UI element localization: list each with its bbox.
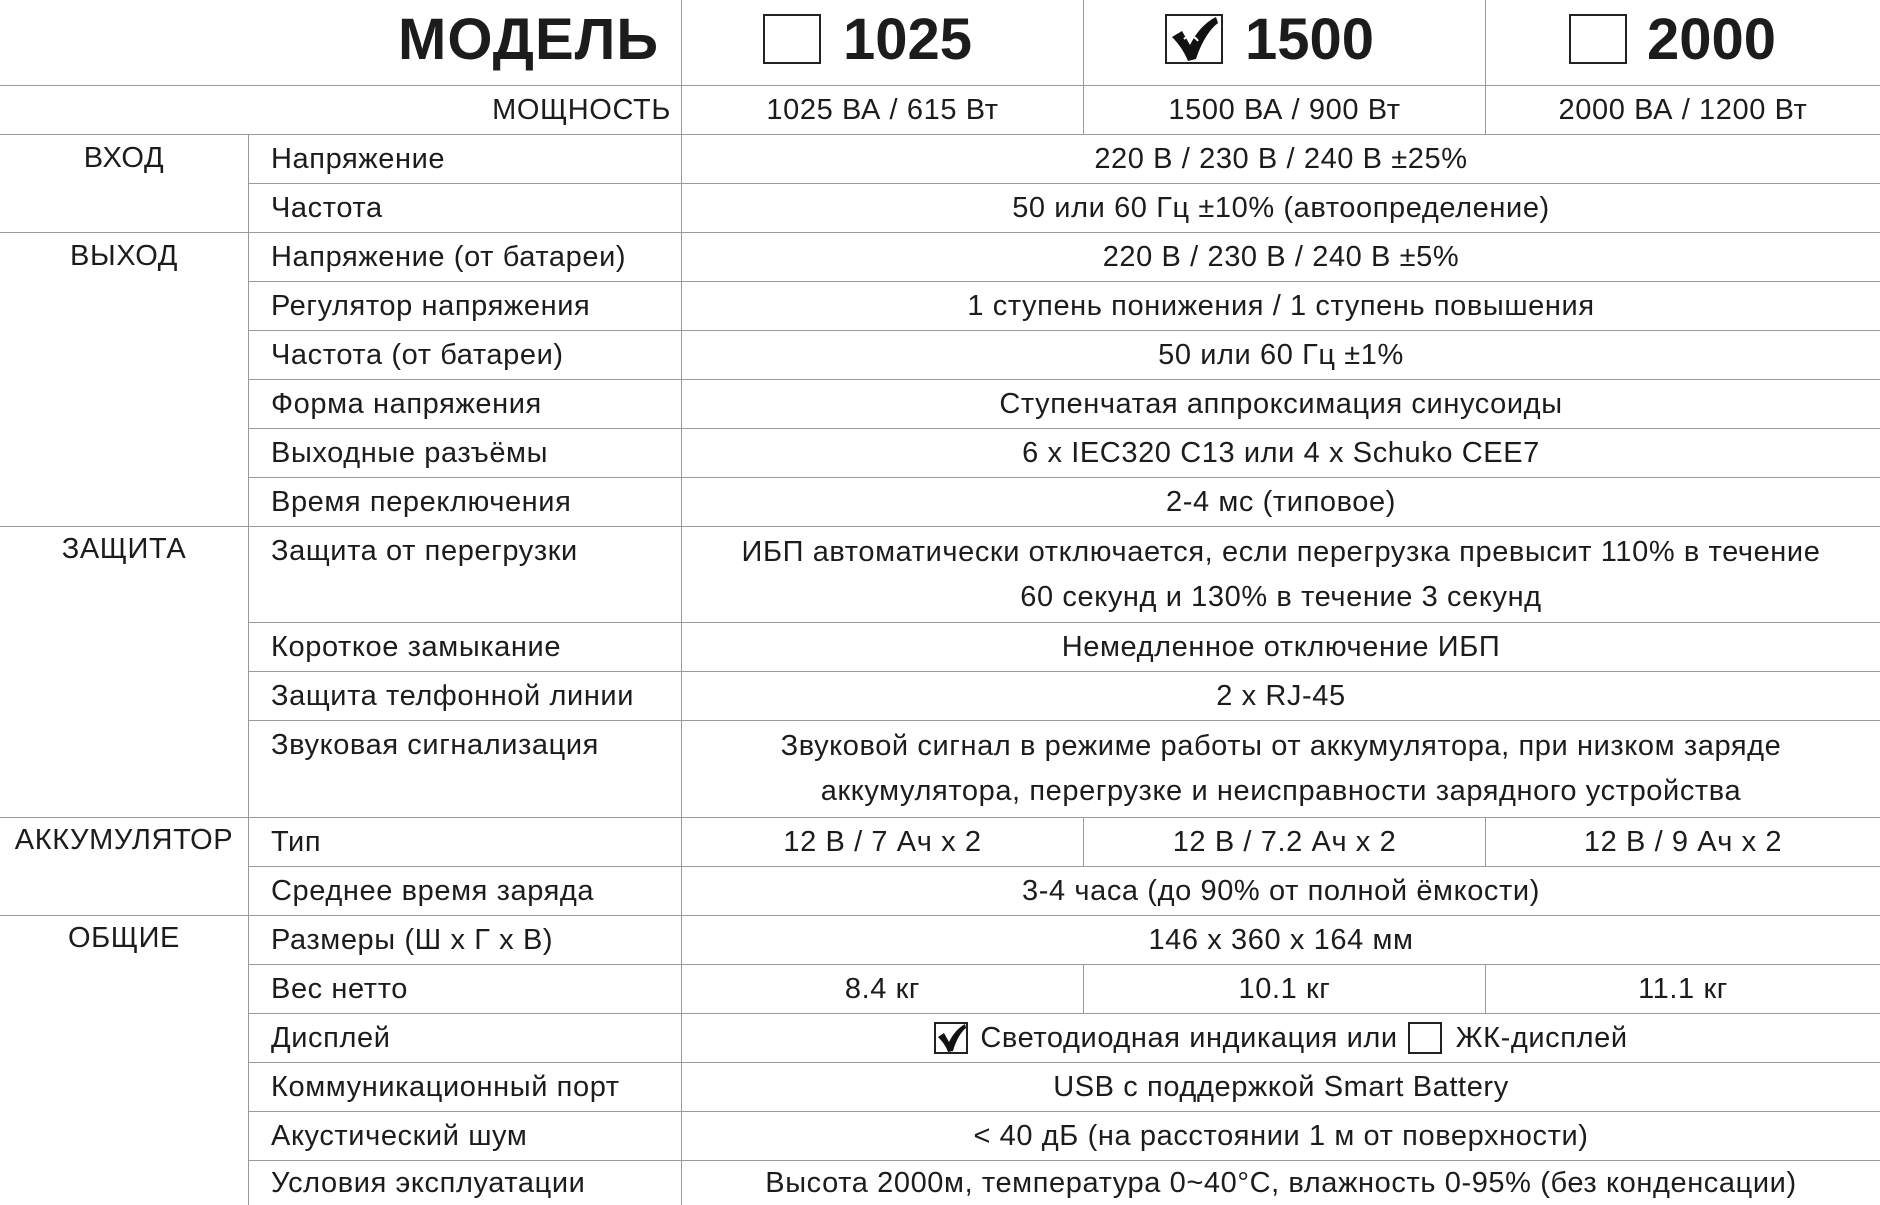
model-checkbox-1025[interactable] — [763, 14, 821, 64]
row-value: 3-4 часа (до 90% от полной ёмкости) — [1022, 874, 1540, 907]
row-value: 220 В / 230 В / 240 В ±5% — [1102, 240, 1460, 273]
display-led-label: Светодиодная индикация или — [980, 1021, 1398, 1054]
model-number-1025: 1025 — [843, 7, 973, 72]
section-general: ОБЩИЕ — [68, 922, 180, 954]
row-value: 146 x 360 x 164 мм — [1148, 923, 1414, 956]
row-label: Выходные разъёмы — [271, 436, 549, 469]
check-icon — [1166, 15, 1222, 63]
row-label: Условия эксплуатации — [271, 1166, 586, 1199]
row-value: 2-4 мс (типовое) — [1165, 485, 1397, 518]
display-lcd-label: ЖК-дисплей — [1455, 1021, 1628, 1054]
row-label: Время переключения — [271, 485, 572, 518]
row-label: Частота — [271, 191, 383, 224]
row-value: < 40 дБ (на расстоянии 1 м от поверхности) — [973, 1119, 1589, 1152]
row-value: Ступенчатая аппроксимация синусоиды — [999, 387, 1563, 420]
row-label: Частота (от батареи) — [271, 338, 564, 371]
row-value: 220 В / 230 В / 240 В ±25% — [1094, 142, 1468, 175]
row-value: 50 или 60 Гц ±1% — [1158, 338, 1404, 371]
row-label: Регулятор напряжения — [271, 289, 591, 322]
row-label: Размеры (Ш x Г x В) — [271, 923, 554, 956]
row-value: 6 x IEC320 C13 или 4 x Schuko CEE7 — [1022, 436, 1540, 469]
model-label: МОДЕЛЬ — [398, 7, 660, 72]
battery-type-1500: 12 В / 7.2 Ач x 2 — [1172, 825, 1397, 858]
row-value-line: аккумулятора, перегрузке и неисправности зарядного устройства — [820, 775, 1742, 807]
model-checkbox-1500[interactable] — [1165, 14, 1223, 64]
row-value-line: ИБП автоматически отключается, если перегрузка превысит 110% в течение — [741, 536, 1821, 568]
section-protection: ЗАЩИТА — [61, 533, 187, 565]
check-icon — [935, 1023, 967, 1053]
power-1025: 1025 ВА / 615 Вт — [766, 93, 999, 126]
display-options — [682, 1014, 1880, 1062]
row-value-line: Звуковой сигнал в режиме работы от аккумулятора, при низком заряде — [780, 730, 1782, 762]
model-number-2000: 2000 — [1647, 7, 1777, 72]
display-led-checkbox[interactable] — [934, 1022, 968, 1054]
row-label: Защита телфонной линии — [271, 679, 635, 712]
section-output: ВЫХОД — [70, 240, 178, 272]
model-number-1500: 1500 — [1245, 7, 1375, 72]
row-label: Короткое замыкание — [271, 630, 562, 663]
row-value-multiline — [682, 530, 1880, 620]
power-2000: 2000 ВА / 1200 Вт — [1558, 93, 1808, 126]
display-lcd-checkbox[interactable] — [1408, 1022, 1442, 1054]
section-input: ВХОД — [83, 142, 165, 174]
weight-1025: 8.4 кг — [844, 972, 921, 1005]
row-value: 50 или 60 Гц ±10% (автоопределение) — [1012, 191, 1550, 224]
weight-2000: 11.1 кг — [1638, 972, 1728, 1005]
row-value: Высота 2000м, температура 0~40°C, влажность 0-95% (без конденсации) — [765, 1166, 1797, 1199]
battery-type-2000: 12 В / 9 Ач x 2 — [1583, 825, 1783, 858]
row-label: Вес нетто — [271, 972, 408, 1005]
row-label: Напряжение (от батареи) — [271, 240, 627, 273]
row-label: Акустический шум — [271, 1119, 528, 1152]
row-label: Форма напряжения — [271, 387, 542, 420]
section-battery: АККУМУЛЯТОР — [14, 824, 234, 856]
row-label: Напряжение — [271, 142, 446, 175]
model-checkbox-2000[interactable] — [1569, 14, 1627, 64]
row-value-multiline — [682, 724, 1880, 814]
row-value-line: 60 секунд и 130% в течение 3 секунд — [1020, 581, 1542, 613]
row-label: Звуковая сигнализация — [271, 728, 599, 761]
row-value: USB с поддержкой Smart Battery — [1053, 1070, 1509, 1103]
row-value: 2 x RJ-45 — [1216, 679, 1346, 712]
weight-1500: 10.1 кг — [1238, 972, 1331, 1005]
row-label: Среднее время заряда — [271, 874, 595, 907]
row-value: Немедленное отключение ИБП — [1061, 630, 1501, 663]
row-value: 1 ступень понижения / 1 ступень повышения — [967, 289, 1595, 322]
row-label: Дисплей — [271, 1021, 391, 1054]
row-label: Защита от перегрузки — [271, 534, 578, 567]
power-1500: 1500 ВА / 900 Вт — [1168, 93, 1401, 126]
row-label: Коммуникационный порт — [271, 1070, 620, 1103]
row-label: Тип — [271, 825, 322, 858]
battery-type-1025: 12 В / 7 Ач x 2 — [783, 825, 982, 858]
power-label: МОЩНОСТЬ — [492, 93, 671, 126]
